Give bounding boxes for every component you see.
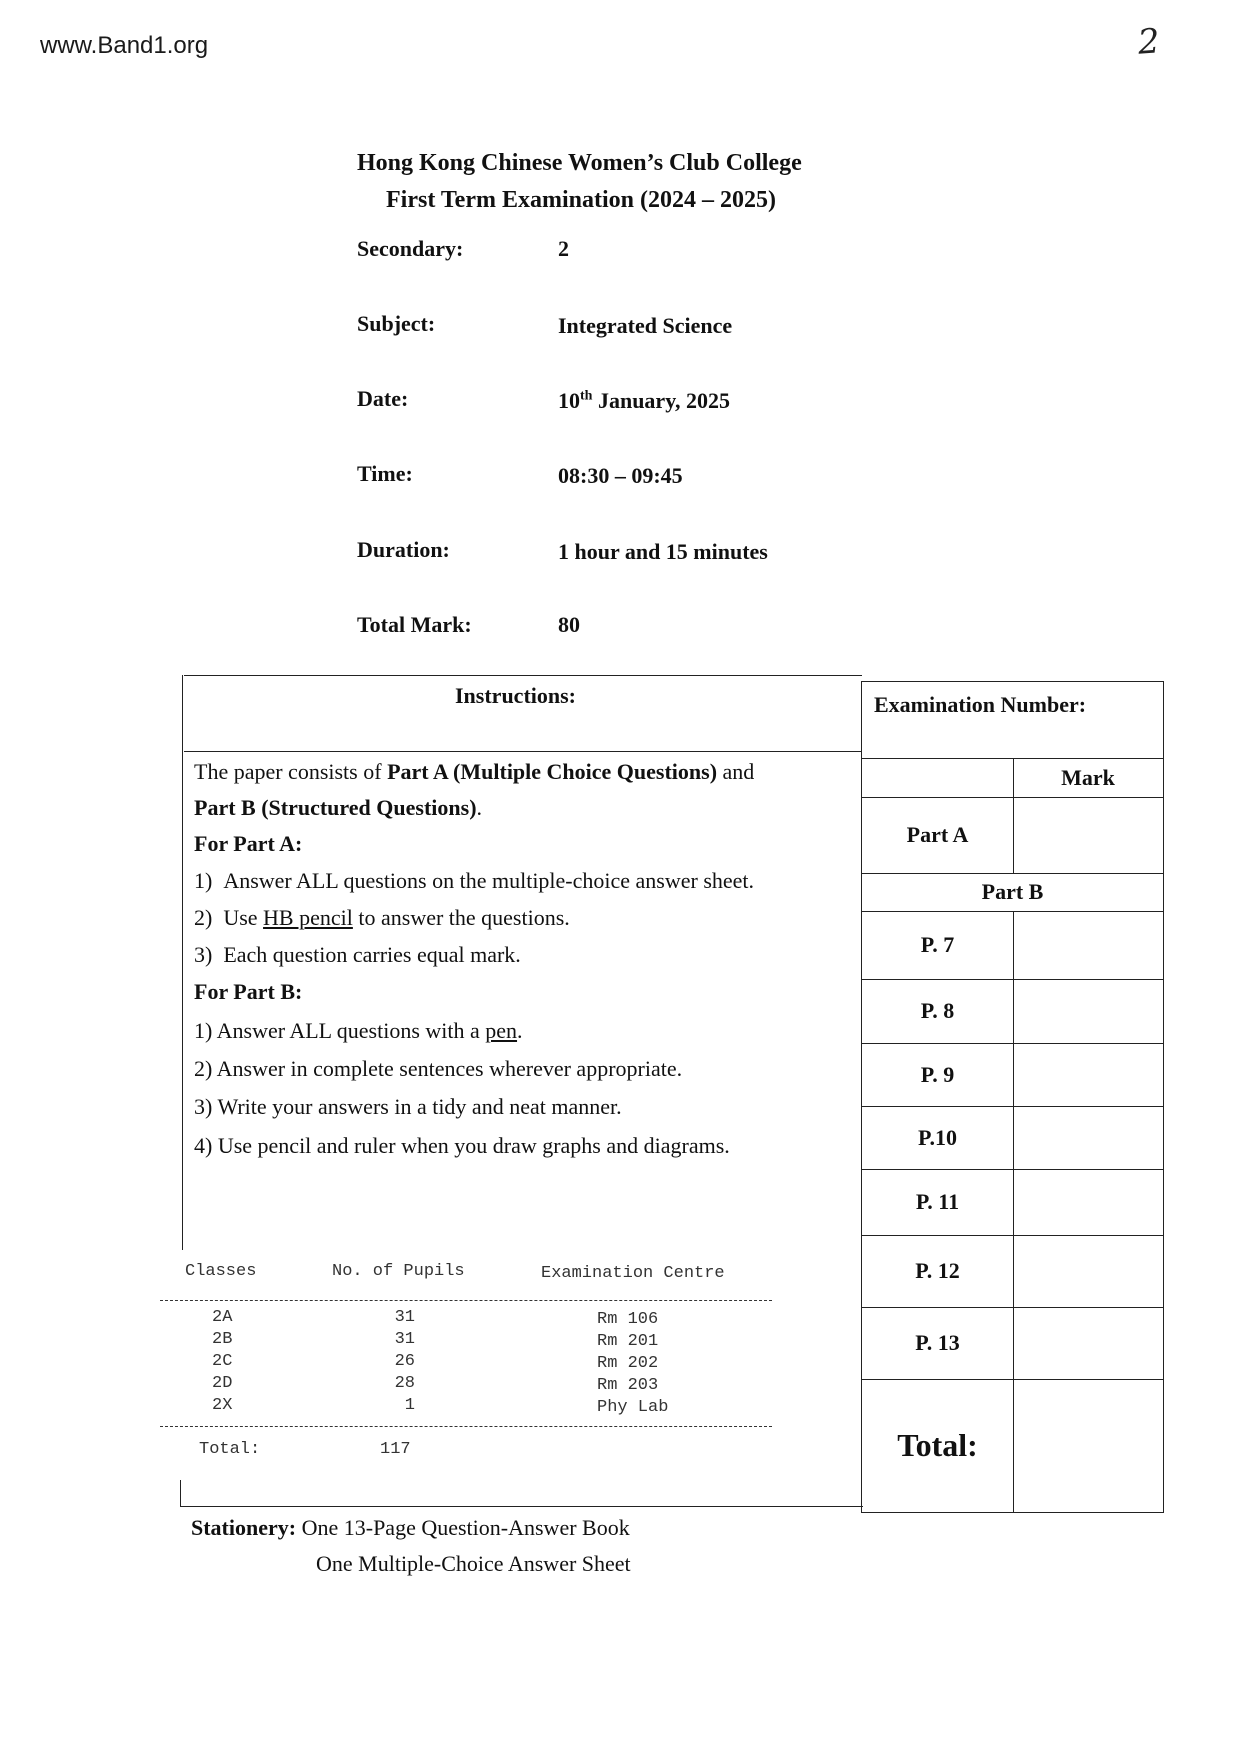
centre-cell: Rm 202 — [597, 1354, 659, 1373]
item-number: 3) — [194, 1094, 213, 1119]
intro-end: . — [476, 795, 483, 820]
item-number: 1) — [194, 1018, 213, 1043]
class-table-header-pupils: No. of Pupils — [332, 1262, 465, 1281]
page-label-p10: P.10 — [918, 1125, 957, 1150]
instructions-intro-line2 — [194, 795, 482, 821]
info-value-subject: Integrated Science — [558, 313, 733, 338]
pupils-cell: 31 — [394, 1308, 415, 1327]
total-mark-field[interactable] — [1015, 1381, 1161, 1509]
pupils-cell: 26 — [394, 1352, 415, 1371]
part-b-label: Part B — [981, 879, 1044, 904]
intro-text: The paper consists of — [194, 759, 388, 784]
centre-cell: Phy Lab — [597, 1398, 669, 1417]
p9-mark-field[interactable] — [1015, 1045, 1161, 1104]
date-ordinal: th — [580, 388, 593, 404]
item-text: . — [517, 1018, 523, 1043]
p13-mark-field[interactable] — [1015, 1309, 1161, 1377]
class-table-header-classes: Classes — [185, 1262, 257, 1281]
stationery-line1 — [191, 1515, 630, 1541]
class-table-bottom-dashed-rule — [160, 1426, 772, 1427]
info-label-time: Time: — [357, 461, 413, 486]
info-value-secondary: 2 — [558, 236, 569, 261]
class-table-top-dashed-rule — [160, 1300, 772, 1301]
class-table-body — [0, 1308, 800, 1420]
date-month-year: January, 2025 — [592, 388, 730, 413]
class-cell: 2A — [212, 1308, 233, 1327]
item-text: Each question carries equal mark. — [223, 942, 521, 967]
class-cell: 2X — [212, 1396, 233, 1415]
part-a-item-2 — [194, 905, 570, 931]
p8-mark-field[interactable] — [1015, 981, 1161, 1041]
part-b-item-3 — [194, 1094, 622, 1120]
marks-table — [861, 681, 1164, 1513]
class-table-total-label: Total: — [199, 1440, 261, 1459]
item-number: 2) — [194, 905, 213, 930]
info-label-duration: Duration: — [357, 537, 450, 562]
part-b-item-2 — [194, 1056, 682, 1082]
info-label-total-mark: Total Mark: — [357, 612, 472, 637]
instructions-intro-line1 — [194, 759, 754, 785]
p7-mark-field[interactable] — [1015, 913, 1161, 977]
centre-cell: Rm 201 — [597, 1332, 659, 1351]
info-value-duration: 1 hour and 15 minutes — [558, 539, 768, 564]
item-text: Use pencil and ruler when you draw graphs and diagrams. — [217, 1133, 730, 1158]
part-b-item-4 — [194, 1133, 730, 1159]
handwritten-page-marker: 2 — [1136, 21, 1162, 63]
p11-mark-field[interactable] — [1015, 1171, 1161, 1233]
item-text: Answer ALL questions on the multiple-choice answer sheet. — [223, 868, 755, 893]
total-label: Total: — [897, 1427, 978, 1463]
intro-part-b: Part B (Structured Questions) — [194, 795, 477, 820]
stationery-line2: One Multiple-Choice Answer Sheet — [316, 1551, 631, 1576]
stationery-label: Stationery: — [191, 1515, 297, 1540]
class-cell: 2B — [212, 1330, 233, 1349]
item-text: Answer ALL questions with a — [216, 1018, 486, 1043]
page-label-p7: P. 7 — [920, 932, 955, 957]
intro-part-a: Part A (Multiple Choice Questions) — [387, 759, 718, 784]
item-text: Write your answers in a tidy and neat manner. — [217, 1094, 622, 1119]
pupils-cell: 1 — [404, 1396, 415, 1415]
page-label-p12: P. 12 — [915, 1258, 960, 1283]
part-b-heading: For Part B: — [194, 979, 303, 1004]
instructions-divider — [184, 751, 862, 752]
item-text: Use — [223, 905, 264, 930]
date-day: 10 — [558, 388, 580, 413]
item-text: to answer the questions. — [352, 905, 570, 930]
box-top-border — [184, 675, 862, 676]
website-watermark: www.Band1.org — [40, 32, 209, 59]
pupils-cell: 31 — [394, 1330, 415, 1349]
examination-number-label: Examination Number: — [874, 692, 1087, 717]
class-table-total-value: 117 — [380, 1440, 411, 1459]
info-label-secondary: Secondary: — [357, 236, 464, 261]
item-number: 3) — [194, 942, 213, 967]
page-label-p9: P. 9 — [920, 1062, 955, 1087]
page-label-p8: P. 8 — [920, 998, 955, 1023]
exam-title: First Term Examination (2024 – 2025) — [386, 187, 776, 213]
part-a-item-3 — [194, 942, 521, 968]
class-table-header-centre: Examination Centre — [541, 1264, 725, 1283]
pupils-cell: 28 — [394, 1374, 415, 1393]
p12-mark-field[interactable] — [1015, 1237, 1161, 1305]
info-value-date — [558, 388, 730, 414]
item-underlined: HB pencil — [263, 905, 353, 930]
mark-header: Mark — [1061, 765, 1115, 790]
item-number: 1) — [194, 868, 213, 893]
box-left-border — [182, 675, 183, 1250]
centre-cell: Rm 203 — [597, 1376, 659, 1395]
centre-cell: Rm 106 — [597, 1310, 659, 1329]
item-number: 4) — [194, 1133, 213, 1158]
part-a-mark-field[interactable] — [1015, 799, 1161, 871]
item-underlined: pen — [485, 1018, 518, 1043]
page-label-p13: P. 13 — [915, 1330, 960, 1355]
part-a-label: Part A — [906, 822, 969, 847]
intro-and: and — [717, 759, 755, 784]
school-name: Hong Kong Chinese Women’s Club College — [357, 150, 802, 176]
item-text: Answer in complete sentences wherever appropriate. — [216, 1056, 683, 1081]
part-a-heading: For Part A: — [194, 831, 303, 856]
stationery-item: One 13-Page Question-Answer Book — [301, 1515, 630, 1540]
info-label-date: Date: — [357, 386, 409, 411]
marks-column-divider — [1013, 911, 1014, 1512]
part-a-item-1 — [194, 868, 754, 894]
info-value-total-mark: 80 — [558, 612, 580, 637]
page-label-p11: P. 11 — [915, 1189, 960, 1214]
box-left-border-lower — [180, 1480, 181, 1506]
p10-mark-field[interactable] — [1015, 1108, 1161, 1167]
item-number: 2) — [194, 1056, 213, 1081]
part-b-item-1 — [194, 1018, 523, 1044]
box-bottom-border — [180, 1506, 863, 1507]
class-cell: 2C — [212, 1352, 233, 1371]
info-label-subject: Subject: — [357, 311, 436, 336]
info-value-time: 08:30 – 09:45 — [558, 463, 683, 488]
instructions-heading: Instructions: — [455, 683, 577, 708]
class-cell: 2D — [212, 1374, 233, 1393]
